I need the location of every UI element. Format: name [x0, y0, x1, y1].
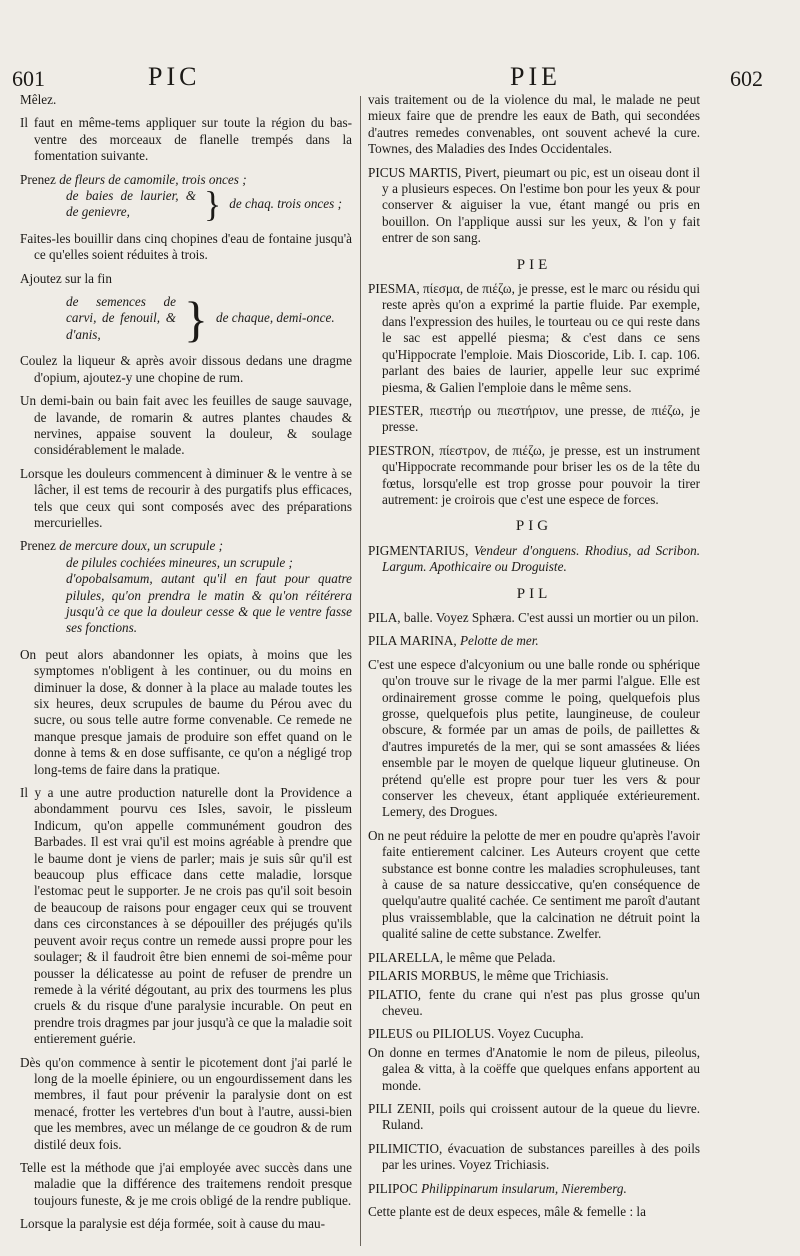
- recipe-pills: [20, 538, 352, 636]
- entry-pilarella: [368, 950, 700, 966]
- left-column: [20, 92, 352, 1240]
- entry-body: balle. Voyez Sphæra. C'est aussi un mortier ou un pilon.: [403, 609, 699, 625]
- paragraph: Lorsque la paralysie est déja formée, soit à cause du mau-: [20, 1216, 326, 1232]
- entry-body: poils qui croissent autour de la queue du lievre. Ruland.: [382, 1100, 701, 1133]
- recipe-brace-group: [20, 290, 352, 347]
- entry-pilaris-morbus: [368, 968, 700, 984]
- recipe-brace-group: [20, 184, 352, 225]
- paragraph: vais traitement ou de la violence du mal, le malade ne peut mieux faire que de prendre les eaux de Bath, qui secondées d'autres remedes convenables, ont souvent achevé la cure. Townes, des Maladies des Indes Occidentales.: [368, 92, 700, 157]
- running-head-left: PIC: [148, 62, 201, 91]
- right-column: [368, 92, 700, 1227]
- recipe-ingredient: de fleurs de camomile, trois onces ;: [59, 171, 247, 187]
- entry-head: PILIPOC: [368, 1180, 418, 1196]
- entry-body: évacuation de substances pareilles à des poils par les urines. Voyez Trichiasis.: [382, 1140, 700, 1173]
- entry-head: PIGMENTARIUS,: [368, 542, 469, 558]
- entry-body: Pivert, pieumart ou pic, est un oiseau dont il y a plusieurs especes. On l'estime bon pour les yeux & pour conserver & aiguiser la vue, étant mangé ou pris en bouillon. On l'applique aussi sur les yeux, & l'on y fait entrer de son sang.: [382, 164, 700, 246]
- recipe-lead: Prenez: [20, 538, 56, 554]
- brace-symbol: }: [184, 290, 208, 347]
- entry-head: PILEUS ou PILIOLUS.: [368, 1026, 495, 1042]
- entry-head: PIESTER,: [368, 402, 424, 418]
- entry-head: PILA,: [368, 609, 401, 625]
- paragraph: Il y a une autre production naturelle dont la Providence a abondamment pourvu ces Isles, savoir, le pissleum Indicum, qu'on appelle communément goudron des Barbades. Il est vrai qu'il est moins agréable à prendre que le baume dont je viens de parler; mais je suis sûr qu'il est beaucoup plus efficace dans cette maladie, lorsque l'estomac peut le supporter. Je ne crois pas qu'il soit besoin de beaucoup de raisons pour engager ceux qui se trouvent dans ces circonstances à se dépouiller des préjugés qu'ils peuvent avoir reçus contre un remede aussi propre pour les soulager; & il faudroit être bien ennemi de soi-même pour pousser la délicatesse au point de refuser de prendre un remede à la vérité dégoutant, au prix des tourmens les plus cruels & du risque d'une paralysie incurable. On peut en prendre trois dragmes par jour jusqu'à ce que la maladie soit entierement guérie.: [20, 785, 352, 1047]
- paragraph: Cette plante est de deux especes, mâle & femelle : la: [368, 1203, 646, 1219]
- paragraph: Coulez la liqueur & après avoir dissous dedans une dragme d'opium, ajoutez-y une chopine de rum.: [20, 353, 352, 385]
- paragraph: Mêlez.: [20, 92, 57, 107]
- recipe-ingredient: de pilules cochiées mineures, un scrupule ;: [66, 554, 293, 570]
- paragraph: Un demi-bain ou bain fait avec les feuilles de sauge sauvage, de lavande, de romarin & autres plantes chaudes & nervines, appaise souvent la douleur, & soulage considérablement le malade.: [20, 393, 352, 458]
- column-divider: [360, 96, 361, 1246]
- section-heading-pil: PIL: [516, 585, 552, 602]
- entry-body: πίεσμα, de πιέζω, je presse, est le marc ou résidu qui reste après qu'on a exprimé la partie fluide. Par exemple, dans l'expression des huiles, le tourteau ou ce qui reste dans le sac est appellé piesma; & c'est dans ce sens qu'Hippocrate l'emploie. Mais Dioscoride, Lib. I. cap. 106. parlant des baies de laurier, appelle leur suc exprimé piesma, & Galien l'emploie dans le même sens.: [382, 281, 701, 395]
- recipe-ingredients: de baies de laurier, & de genievre,: [66, 188, 196, 220]
- brace-symbol: }: [204, 184, 222, 225]
- entry-pili-zenii: [368, 1101, 700, 1134]
- entry-piesma: [368, 281, 700, 396]
- recipe-quantity: de chaque, demi-once.: [216, 310, 335, 326]
- page-header: [0, 62, 800, 94]
- entry-head: PILARIS MORBUS,: [368, 968, 481, 984]
- paragraph: On donne en termes d'Anatomie le nom de pileus, pileolus, galea & vitta, à la coëffe que quelques enfans apportent au monde.: [368, 1044, 700, 1093]
- paragraph: Il faut en même-tems appliquer sur toute la région du bas-ventre des morceaux de flanelle trempés dans la fomentation suivante.: [20, 115, 352, 164]
- paragraph: Lorsque les douleurs commencent à diminuer & le ventre à se lâcher, il est tems de recourir à des purgatifs plus efficaces, tels que ceux qui sont composés avec des préparations mercurielles.: [20, 465, 352, 530]
- paragraph: Telle est la méthode que j'ai employée avec succès dans une maladie que la différence des traitemens rendoit presque toujours funeste, & je me crois obligé de la rendre publique.: [20, 1159, 352, 1208]
- entry-body: Philippinarum insularum, Nieremberg.: [421, 1180, 627, 1196]
- entry-head: PILIMICTIO,: [368, 1140, 443, 1156]
- paragraph: On ne peut réduire la pelotte de mer en poudre qu'après l'avoir faite entierement calciner. Les Auteurs croyent que cette substance est bonne contre les maladies scrophuleuses, tant à cause de sa nature dessiccative, qu'en conséquence de quelqu'autre qualité cachée. Ce sentiment me paroît d'autant plus vraissemblable, que la calcination ne détruit point la qualité saline de cette substance. Zwelfer.: [368, 827, 700, 942]
- entry-body: Vendeur d'onguens. Rhodius, ad Scribon. Largum. Apothicaire ou Droguiste.: [382, 542, 700, 575]
- entry-piestron: [368, 443, 700, 509]
- recipe-fomentation: [20, 171, 352, 225]
- entry-pileus: [368, 1026, 700, 1042]
- recipe-line: [20, 172, 352, 188]
- entry-body: πιεστήρ ou πιεστήριον, une presse, de πιέζω, je presse.: [382, 402, 700, 435]
- entry-body: Pelotte de mer.: [459, 633, 539, 649]
- paragraph: C'est une espece d'alcyonium ou une balle ronde ou sphérique qu'on trouve sur le rivage de la mer parmi l'algue. Elle est ordinairement grosse comme le poing, quelquefois plus grosse, quelquefois plus petite, laungineuse, de couleur obscure, & formée par un amas de poils, de paillettes & d'autres impuretés de la mer, qui se sont amassées & liées ensemble par le moyen de quelque liqueur glutineuse. On prétend qu'elle est propre pour tuer les vers & pour conserver les cheveux, étant appliquée extérieurement. Lemery, des Drogues.: [368, 656, 700, 820]
- entry-pilatio: [368, 987, 700, 1020]
- section-heading-pig: PIG: [515, 518, 553, 535]
- recipe-ingredient: d'opobalsamum, autant qu'il en faut pour quatre pilules, qu'on prendra le matin & qu'on réitérera jusqu'à ce que la douleur cesse & que le ventre fasse ses fonctions.: [66, 571, 352, 636]
- entry-head: PILA MARINA,: [368, 633, 457, 649]
- entry-body: fente du crane qui n'est pas plus grosse qu'un cheveu.: [382, 986, 700, 1018]
- paragraph: Faites-les bouillir dans cinq chopines d'eau de fontaine jusqu'à ce qu'elles soient réduites à trois.: [20, 230, 352, 263]
- recipe-ingredients: de semences de carvi, de fenouil, & d'anis,: [66, 294, 176, 342]
- entry-head: PILARELLA,: [368, 949, 444, 965]
- entry-pila-marina: [368, 633, 700, 649]
- entry-head: PICUS MARTIS,: [368, 164, 462, 180]
- recipe-additions: [20, 290, 352, 347]
- entry-pigmentarius: [368, 543, 700, 576]
- entry-head: PILI ZENII,: [368, 1100, 435, 1116]
- entry-head: PIESTRON,: [368, 442, 435, 458]
- entry-pila: [368, 610, 700, 626]
- recipe-ingredient: de mercure doux, un scrupule ;: [59, 538, 224, 554]
- entry-head: PILATIO,: [368, 986, 422, 1002]
- page-number-left: 601: [12, 66, 45, 91]
- entry-pilimictio: [368, 1141, 700, 1174]
- entry-body: Voyez Cucupha.: [497, 1026, 584, 1042]
- entry-body: le même que Trichiasis.: [483, 968, 609, 984]
- section-heading-pie: PIE: [516, 256, 552, 273]
- paragraph: On peut alors abandonner les opiats, à moins que les symptomes n'obligent à les continuer, ou du moins en diminuer la dose, & donner à la place au malade toutes les six heures, deux scrupules de baume du Pérou avec du sucre, ou sous telle autre forme convenable. Ce remede ne manque presque jamais de produire son effet quand on le donne à tems & en dose suffisante, ce qu'on a négligé trop long-tems de faire dans la pratique.: [20, 646, 352, 777]
- entry-piester: [368, 403, 700, 436]
- page-number-right: 602: [730, 66, 763, 91]
- recipe-quantity: de chaq. trois onces ;: [229, 196, 342, 212]
- running-head-right: PIE: [510, 62, 561, 91]
- entry-head: PIESMA,: [368, 281, 420, 297]
- entry-body: le même que Pelada.: [446, 949, 556, 965]
- entry-body: πίεστρον, de πιέζω, je presse, est un instrument qu'Hippocrate recommande pour briser les os de la tête du fœtus, lorsqu'elle est trop grosse pour pouvoir la tirer autrement: je croirois que c'est une espece de forces.: [382, 442, 700, 507]
- recipe-lead: Prenez: [20, 171, 56, 187]
- entry-pilipoc: [368, 1181, 700, 1197]
- paragraph: Dès qu'on commence à sentir le picotement dont j'ai parlé le long de la moelle épiniere, ou un engourdissement dans les membres, il faut pour prévenir la paralysie dont on est menacé, frotter les vertebres d'un bout à l'autre, aussi-bien que les membres, avec un mélange de ce goudron & de rum distilé deux fois.: [20, 1054, 352, 1152]
- recipe-line: [20, 538, 352, 554]
- entry-picus-martis: [368, 165, 700, 247]
- paragraph: Ajoutez sur la fin: [20, 270, 112, 286]
